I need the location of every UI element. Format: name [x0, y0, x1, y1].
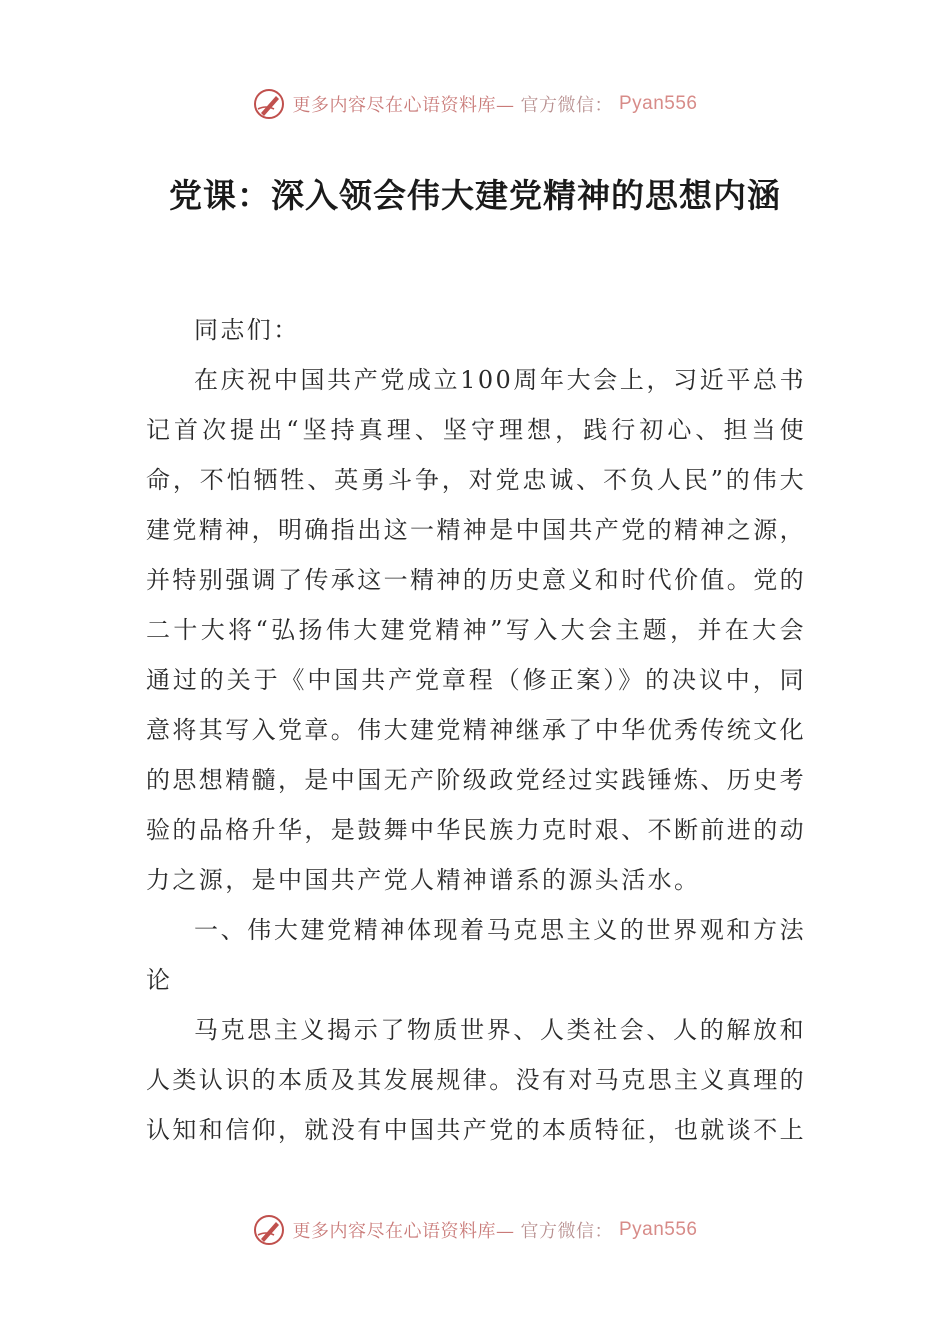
watermark-wechat-label: 官方微信：: [520, 1221, 613, 1242]
document-body: [146, 305, 806, 1155]
pen-logo-icon: [252, 1213, 286, 1247]
section-heading: 一、伟大建党精神体现着马克思主义的世界观和方法论: [146, 916, 806, 994]
watermark-text: 更多内容尽在心语资料库—: [292, 95, 515, 116]
watermark-wechat-id: Pyan556: [618, 1219, 698, 1240]
body-paragraph: 马克思主义揭示了物质世界、人类社会、人的解放和人类认识的本质及其发展规律。没有对马克思主义真理的认知和信仰，就没有中国共产党的本质特征，也就谈不上: [146, 1016, 806, 1144]
header-watermark: [0, 84, 950, 124]
watermark-wechat-label: 官方微信：: [520, 95, 613, 116]
footer-watermark: [0, 1210, 950, 1250]
document-title: 党课：深入领会伟大建党精神的思想内涵: [169, 176, 781, 215]
body-paragraph: 在庆祝中国共产党成立100周年大会上，习近平总书记首次提出“坚持真理、坚守理想，践行初心、担当使命，不怕牺牲、英勇斗争，对党忠诚、不负人民”的伟大建党精神，明确指出这一精神是中国共产党的精神之源，并特别强调了传承这一精神的历史意义和时代价值。党的二十大将“弘扬伟大建党精神”写入大会主题，并在大会通过的关于《中国共产党章程（修正案）》的决议中，同意将其写入党章。伟大建党精神继承了中华优秀传统文化的思想精髓，是中国无产阶级政党经过实践锤炼、历史考验的品格升华，是鼓舞中华民族力克时艰、不断前进的动力之源，是中国共产党人精神谱系的源头活水。: [146, 366, 806, 894]
watermark-text: 更多内容尽在心语资料库—: [292, 1221, 515, 1242]
salutation: 同志们：: [194, 316, 300, 344]
watermark-wechat-id: Pyan556: [618, 93, 698, 114]
pen-logo-icon: [252, 87, 286, 121]
